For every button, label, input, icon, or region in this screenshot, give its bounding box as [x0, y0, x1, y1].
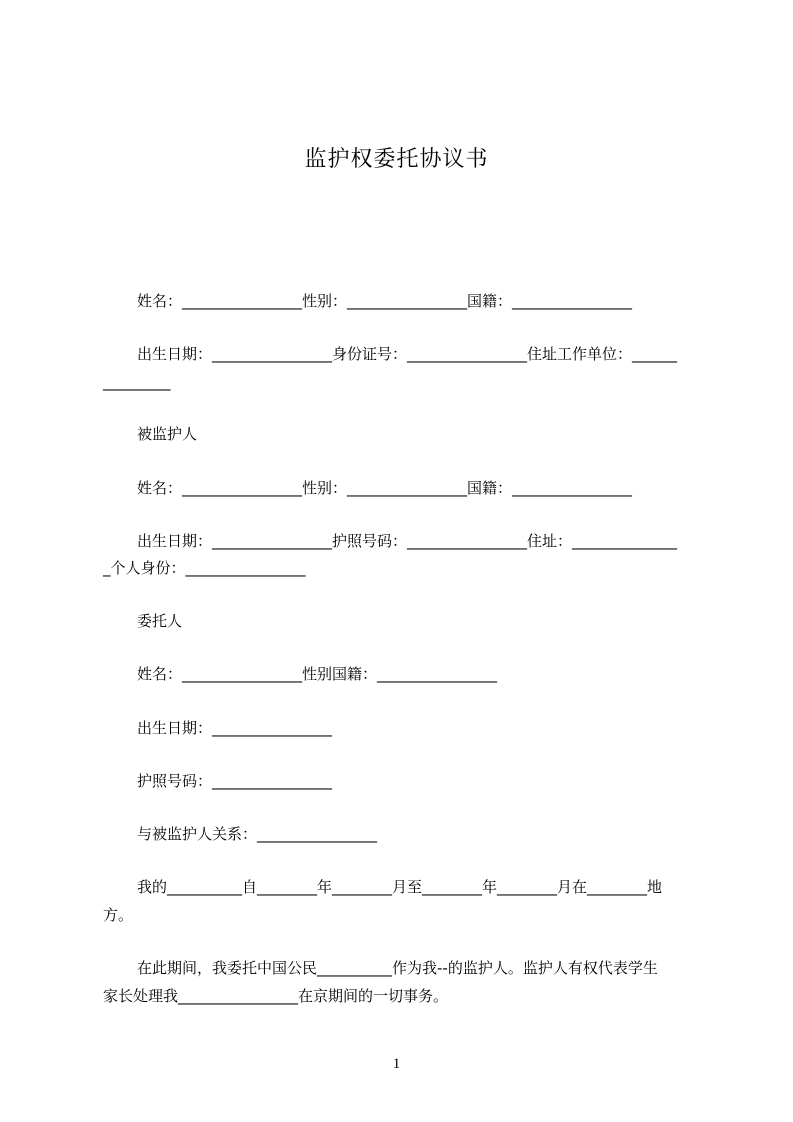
ward-heading: 被监护人	[137, 425, 198, 443]
ward-info-line-1: 姓名：________________性别：________________国籍：________________	[137, 479, 633, 497]
client-info-line-3: 护照号码：________________	[137, 772, 333, 790]
paragraph-2-continued: 家长处理我________________在京期间的一切事务。	[103, 987, 449, 1005]
guardian-info-line-1: 姓名：________________性别：________________国籍：________________	[137, 292, 633, 310]
page-number: 1	[392, 1056, 401, 1072]
paragraph-1: 我的__________自________年________月至________年________月在________地	[137, 878, 663, 896]
document-title: 监护权委托协议书	[304, 147, 489, 172]
ward-info-line-2: 出生日期：________________护照号码：________________住址：______________	[137, 532, 678, 550]
paragraph-2: 在此期间，我委托中国公民__________作为我--的监护人。监护人有权代表学生	[137, 959, 658, 977]
ward-info-line-2-continued: _个人身份：________________	[103, 559, 306, 577]
client-info-line-1: 姓名：________________性别国籍：________________	[137, 665, 498, 683]
client-info-line-2: 出生日期：________________	[137, 719, 333, 737]
client-heading: 委托人	[137, 612, 183, 630]
guardian-info-line-2: 出生日期：________________身份证号：________________住址工作单位：______	[137, 345, 678, 363]
guardian-info-line-2-continued: _________	[103, 373, 171, 391]
client-info-line-4: 与被监护人关系：________________	[137, 825, 378, 843]
paragraph-1-continued: 方。	[103, 906, 134, 924]
